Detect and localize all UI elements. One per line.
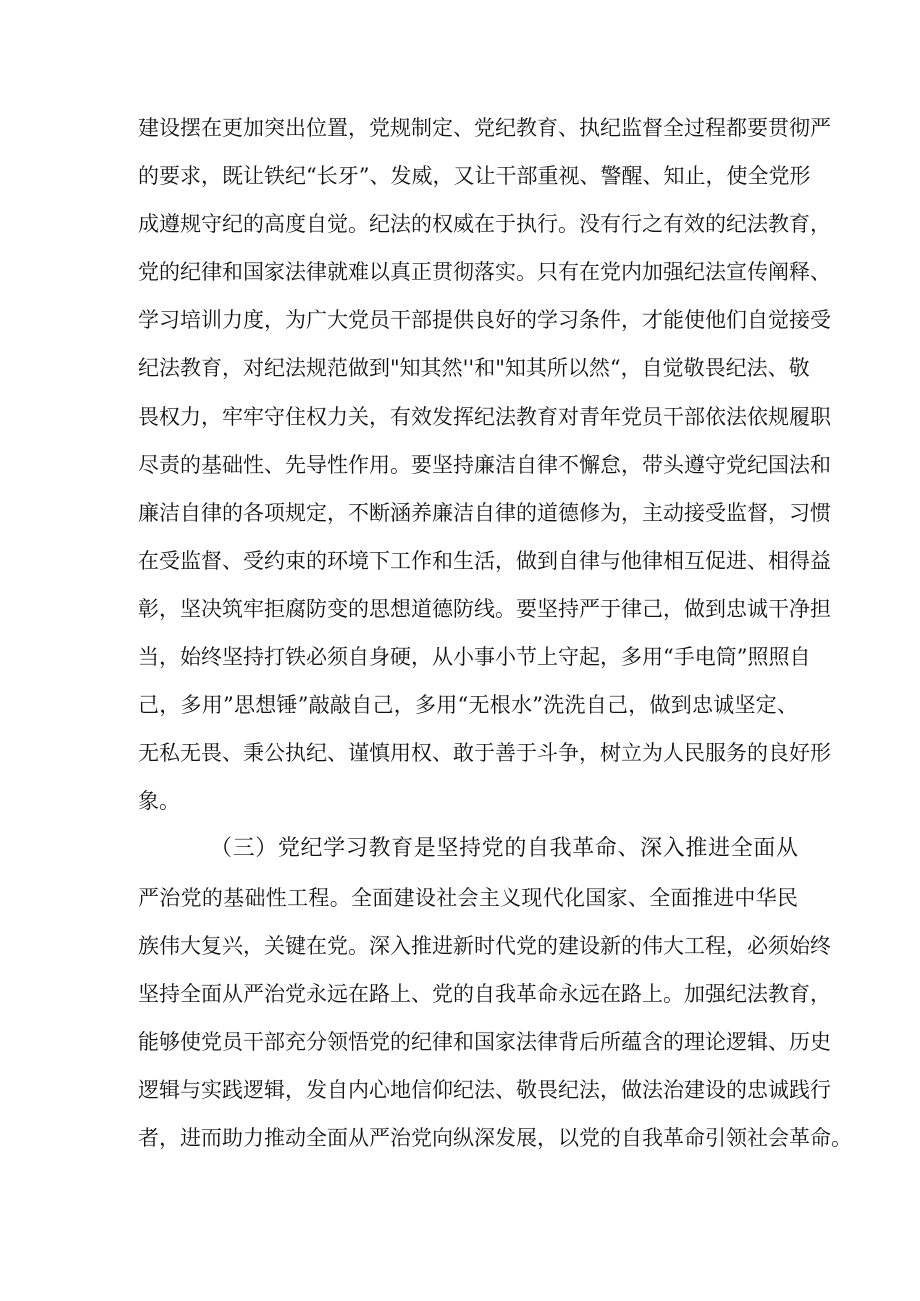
text-line: 坚持全面从严治党永远在路上、党的自我革命永远在路上。加强纪法教育， bbox=[138, 981, 831, 1006]
paragraph-1 bbox=[138, 104, 831, 825]
text-line: 严治党的基础性工程。全面建设社会主义现代化国家、全面推进中华民 bbox=[138, 885, 798, 910]
text-line: 党的纪律和国家法律就难以真正贯彻落实。只有在党内加强纪法宣传阐释、 bbox=[138, 260, 831, 285]
section-heading-line: （三）党纪学习教育是坚持党的自我革命、深入推进全面从 bbox=[210, 836, 798, 862]
text-line: 象。 bbox=[138, 789, 180, 814]
text-line: 成遵规守纪的高度自觉。纪法的权威在于执行。没有行之有效的纪法教育， bbox=[138, 212, 831, 237]
body-text bbox=[138, 104, 852, 1162]
text-line: 纪法教育，对纪法规范做到"知其然''和"知其所以然“，自觉敬畏纪法、敬 bbox=[138, 356, 810, 381]
text-line: 彰，坚决筑牢拒腐防变的思想道德防线。要坚持严于律己，做到忠诚干净担 bbox=[138, 596, 831, 621]
text-line: 己，多用”思想锤”敲敲自己，多用“无根水”洗洗自己，做到忠诚坚定、 bbox=[138, 693, 798, 718]
paragraph-2 bbox=[138, 825, 852, 1162]
text-line: 无私无畏、秉公执纪、谨慎用权、敢于善于斗争，树立为人民服务的良好形 bbox=[138, 741, 831, 766]
text-line: 畏权力，牢牢守住权力关，有效发挥纪法教育对青年党员干部依法依规履职 bbox=[138, 404, 831, 429]
text-line: 廉洁自律的各项规定，不断涵养廉洁自律的道德修为，主动接受监督，习惯 bbox=[138, 500, 831, 525]
text-line: 者，进而助力推动全面从严治党向纵深发展，以党的自我革命引领社会革命。 bbox=[138, 1125, 852, 1150]
text-line: 学习培训力度，为广大党员干部提供良好的学习条件，才能使他们自觉接受 bbox=[138, 308, 831, 333]
text-line: 能够使党员干部充分领悟党的纪律和国家法律背后所蕴含的理论逻辑、历史 bbox=[138, 1029, 831, 1054]
text-line: 在受监督、受约束的环境下工作和生活，做到自律与他律相互促进、相得益 bbox=[138, 548, 831, 573]
text-line: 当，始终坚持打铁必须自身硬，从小事小节上守起，多用“手电筒”照照自 bbox=[138, 645, 811, 670]
text-line: 的要求，既让铁纪“长牙”、发威，又让干部重视、警醒、知止，使全党形 bbox=[138, 164, 811, 189]
text-line: 尽责的基础性、先导性作用。要坚持廉洁自律不懈怠，带头遵守党纪国法和 bbox=[138, 452, 831, 477]
text-line: 逻辑与实践逻辑，发自内心地信仰纪法、敬畏纪法，做法治建设的忠诚践行 bbox=[138, 1077, 831, 1102]
text-line: 族伟大复兴，关键在党。深入推进新时代党的建设新的伟大工程，必须始终 bbox=[138, 933, 831, 958]
text-line: 建设摆在更加突出位置，党规制定、党纪教育、执纪监督全过程都要贯彻严 bbox=[138, 116, 831, 140]
